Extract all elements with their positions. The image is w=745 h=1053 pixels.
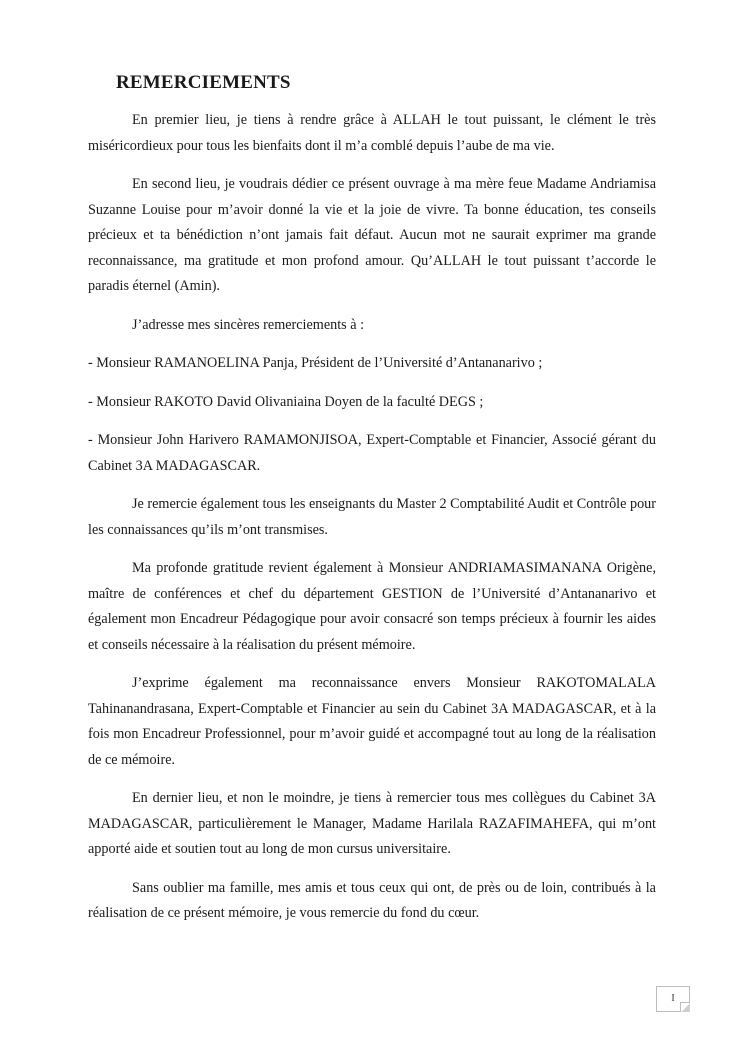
paragraph: En second lieu, je voudrais dédier ce présent ouvrage à ma mère feue Madame Andriamisa Suzanne Louise pour m’avoir donné la vie et la joie de vivre. Ta bonne éducation, tes conseils précieux et ta bénédiction n’ont jamais fait défaut. Aucun mot ne saurait exprimer ma grande reconnaissance, ma gratitude et mon profond amour. Qu’ALLAH le tout puissant t’accorde le paradis éternel (Amin).	[88, 176, 656, 294]
paragraph: Sans oublier ma famille, mes amis et tous ceux qui ont, de près ou de loin, contribués à la réalisation de ce présent mémoire, je vous remercie du fond du cœur.	[88, 879, 656, 921]
paragraph: J’adresse mes sincères remerciements à :	[132, 316, 365, 333]
paragraph: En premier lieu, je tiens à rendre grâce à ALLAH le tout puissant, le clément le très miséricordieux pour tous les bienfaits dont il m’a comblé depuis l’aube de ma vie.	[88, 112, 656, 154]
paragraph: Ma profonde gratitude revient également à Monsieur ANDRIAMASIMANANA Origène, maître de conférences et chef du département GESTION de l’Université d’Antananarivo et également mon Encadreur Pédagogique pour avoir consacré son temps précieux à fournir les aides et conseils nécessaire à la réalisation du présent mémoire.	[88, 560, 656, 653]
page-number: I	[671, 993, 675, 1004]
list-item: - Monsieur RAMANOELINA Panja, Président de l’Université d’Antananarivo ;	[88, 355, 543, 371]
page-title: REMERCIEMENTS	[116, 72, 291, 93]
paragraph: Je remercie également tous les enseignants du Master 2 Comptabilité Audit et Contrôle pour les connaissances qu’ils m’ont transmises.	[88, 496, 656, 538]
paragraph: J’exprime également ma reconnaissance envers Monsieur RAKOTOMALALA Tahinanandrasana, Expert-Comptable et Financier au sein du Cabinet 3A MADAGASCAR, et à la fois mon Encadreur Professionnel, pour m’avoir guidé et accompagné tout au long de la réalisation de ce mémoire.	[88, 675, 656, 768]
paragraph: En dernier lieu, et non le moindre, je tiens à remercier tous mes collègues du Cabinet 3A MADAGASCAR, particulièrement le Manager, Madame Harilala RAZAFIMAHEFA, qui m’ont apporté aide et soutien tout au long de mon cursus universitaire.	[88, 790, 656, 857]
page-number-box	[656, 986, 690, 1012]
document-body	[88, 108, 656, 940]
page-corner-fold-icon	[680, 1002, 690, 1012]
list-item: - Monsieur John Harivero RAMAMONJISOA, Expert-Comptable et Financier, Associé gérant du Cabinet 3A MADAGASCAR.	[88, 432, 656, 474]
list-item: - Monsieur RAKOTO David Olivaniaina Doyen de la faculté DEGS ;	[88, 393, 484, 410]
